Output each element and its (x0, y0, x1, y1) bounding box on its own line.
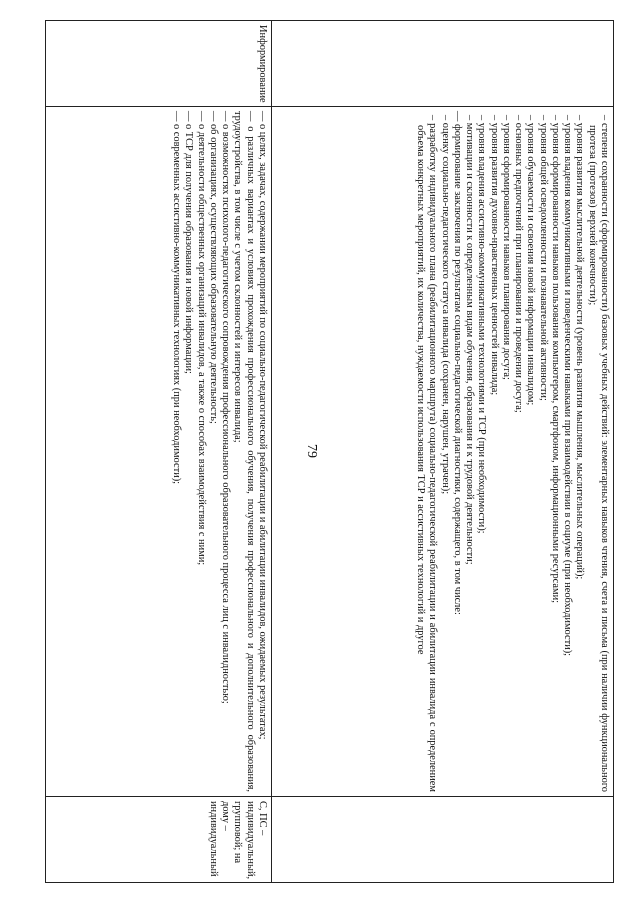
list-item: – оценку социально-педагогического статуса инвалида (сохранен, нарушен, утрачен); (439, 115, 451, 495)
table-row (46, 21, 272, 883)
list-item: – уровня сформированности навыков планирования досуга; (500, 115, 512, 380)
list-item: — о ТСР для получения образования и новой информации; (183, 111, 195, 374)
list-item: — о деятельности общественных организаций инвалидов, а также о способах взаимодействия с ними; (195, 111, 207, 566)
list-item: — о возможностях психолого-педагогического сопровождения профессионального образовательного процесса лиц с инвалидностью; (220, 111, 232, 704)
list-item: – степени сохранности (сформированности) базовых учебных действий: элементарных навыков чтения, счета и письма (при наличии функционального протеза (протезов) верхней конечности); (586, 115, 610, 792)
list-item: — о целях, задачах, содержании мероприятий по социально-педагогической реабилитации и абилитации инвалидов, ожидаемых результатах; (257, 111, 268, 740)
table-cell-category (272, 21, 614, 107)
list-item: — об организациях, осуществляющих образовательную деятельность; (207, 111, 219, 424)
list-item: – уровня общей осведомленности и познавательной активности; (537, 115, 549, 401)
table-row (272, 21, 614, 883)
page-number: 79 (304, 444, 319, 458)
table-cell-content (272, 107, 614, 797)
list-item: — о различных вариантах и условиях прохождения профессионального обучения, получения профессионального и дополнительного образования, трудоустройства, в том числе с учетом склонностей и интересов инвалида; (232, 111, 256, 792)
table-cell-form (272, 797, 614, 883)
document-table (45, 20, 614, 883)
list-item: – уровня владения коммуникативными и поведенческими навыками при взаимодействии в социуме (при необходимости); (562, 115, 574, 657)
table-cell-category: Информирование (46, 21, 272, 107)
list-item: – разработку индивидуального плана (реабилитационного маршрута) социально-педагогической реабилитации и абилитации инвалида с определением объема конкретных мероприятий, их количества, нуждаемости использования ТСР и ассистивных технологий и другое (415, 115, 439, 792)
list-item: – уровня сформированности навыков пользования компьютером, смартфоном, информационными ресурсами; (549, 115, 561, 604)
list-item: — формирование заключения по результатам социально-педагогической диагностики, содержащего, в том числе: (451, 111, 463, 615)
list-item: – мотивации и склонности к определенным видам обучения, образования и к трудовой деятельности; (464, 115, 476, 565)
list-item: – уровня развития мыслительной деятельности (уровень развития мышления, мыслительных операций); (574, 115, 586, 580)
rotated-page (46, 20, 614, 882)
table-cell-content (46, 107, 272, 797)
list-item: – основных предпочтений при планировании и проведении досуга; (513, 115, 525, 413)
table-cell-form: С, ПС – индивидуальный, групповой; на дому – индивидуальный (46, 797, 272, 883)
list-item: – уровня владения ассистивно-коммуникативными технологиями и ТСР (при необходимости); (476, 115, 488, 534)
list-item: — о современных ассистивно-коммуникативных технологиях (при необходимости); (171, 111, 183, 485)
list-item: – уровня обучаемости и освоения новой информации инвалидом; (525, 115, 537, 406)
list-item: – уровня развития духовно-нравственных ценностей инвалида; (488, 115, 500, 396)
